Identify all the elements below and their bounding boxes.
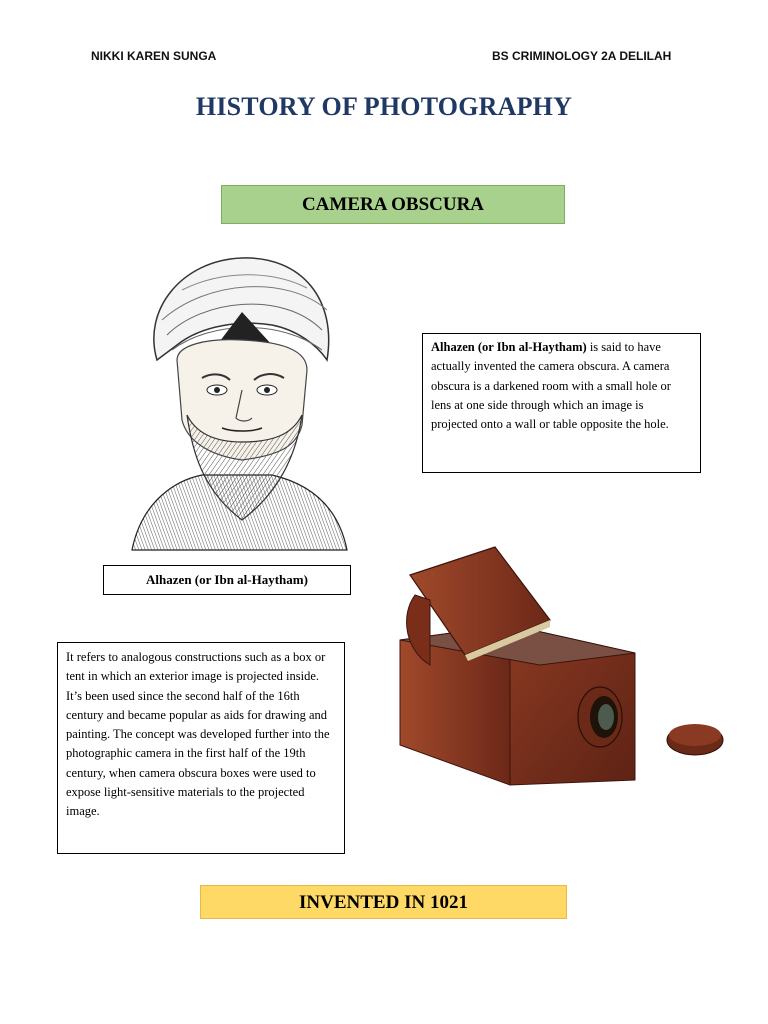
portrait-caption: Alhazen (or Ibn al-Haytham) (103, 565, 351, 595)
intro-text-box (422, 333, 701, 473)
intro-bold-name: Alhazen (or Ibn al-Haytham) (431, 340, 587, 354)
alhazen-portrait-image (122, 250, 352, 555)
invented-banner: INVENTED IN 1021 (200, 885, 567, 919)
page-title: HISTORY OF PHOTOGRAPHY (195, 92, 573, 121)
author-name: NIKKI KAREN SUNGA (91, 49, 217, 63)
section-banner: CAMERA OBSCURA (221, 185, 565, 224)
intro-text: is said to have actually invented the camera obscura. A camera obscura is a darkened room with a small hole or lens at one side through which an image is projected onto a wall or table opposite the hole. (431, 340, 671, 432)
description-text-box (57, 642, 345, 854)
camera-obscura-image (390, 535, 740, 800)
description-text: It refers to analogous constructions such as a box or tent in which an exterior image is projected inside. It’s been used since the second half of the 16th century and became popular as aids for drawing and painting. The concept was developed further into the photographic camera in the first half of the 19th century, when camera obscura boxes were used to expose light-sensitive materials to the projected image. (66, 650, 330, 819)
course-label: BS CRIMINOLOGY 2A DELILAH (492, 49, 672, 63)
